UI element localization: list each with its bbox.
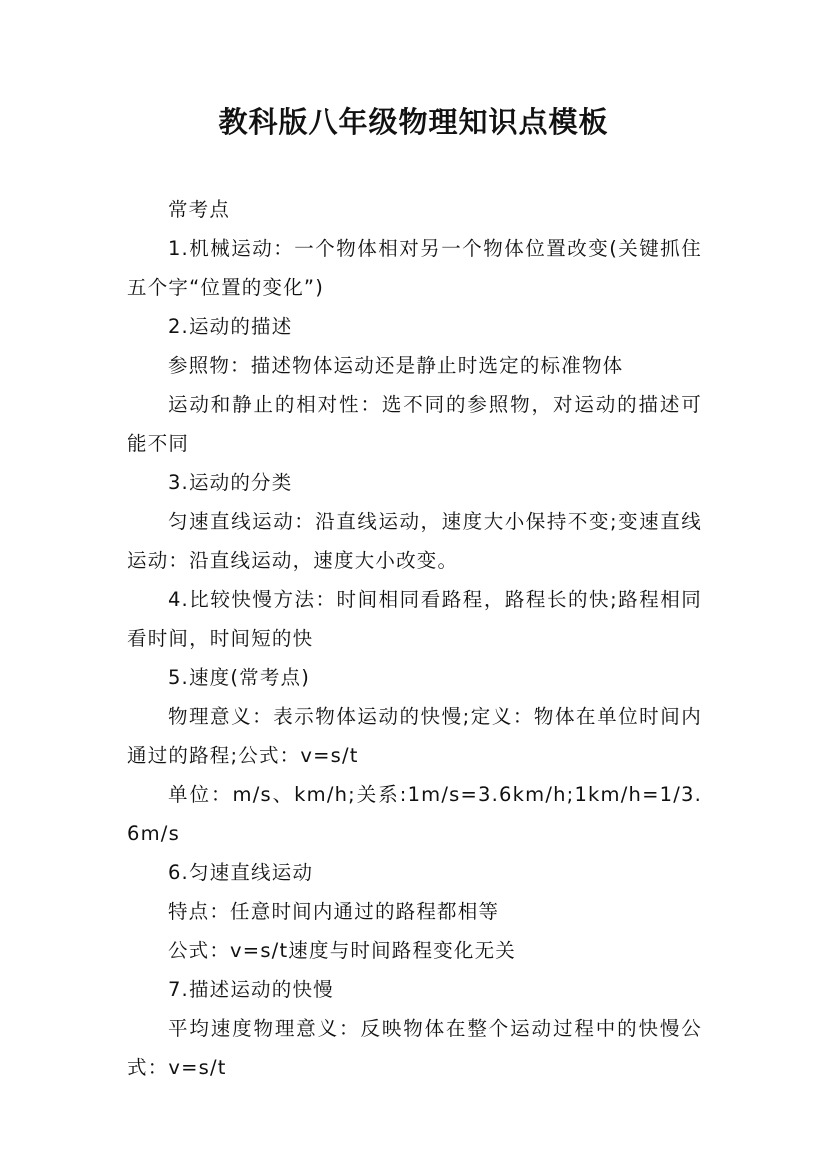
paragraph-heading-speed: 5.速度(常考点) (167, 666, 311, 689)
paragraph-heading-motion-description: 2.运动的描述 (167, 315, 293, 338)
paragraph-heading-common-points: 常考点 (167, 198, 231, 221)
paragraph-compare-speed: 4.比较快慢方法：时间相同看路程，路程长的快;路程相同看时间，时间短的快 (127, 588, 702, 650)
paragraph-reference-object: 参照物：描述物体运动还是静止时选定的标准物体 (167, 354, 624, 377)
document-body (127, 190, 702, 1087)
paragraph-heading-describe-speed: 7.描述运动的快慢 (167, 978, 334, 1001)
paragraph-heading-motion-types: 3.运动的分类 (167, 471, 293, 494)
paragraph-uniform-formula: 公式：v=s/t速度与时间路程变化无关 (167, 939, 516, 962)
paragraph-heading-uniform-motion: 6.匀速直线运动 (167, 861, 314, 884)
paragraph-speed-definition: 物理意义：表示物体运动的快慢;定义：物体在单位时间内通过的路程;公式：v=s/t (127, 705, 702, 767)
paragraph-uniform-variable-motion: 匀速直线运动：沿直线运动，速度大小保持不变;变速直线运动：沿直线运动，速度大小改变。 (127, 510, 702, 572)
paragraph-uniform-features: 特点：任意时间内通过的路程都相等 (167, 900, 500, 923)
paragraph-speed-units: 单位：m/s、km/h;关系:1m/s=3.6km/h;1km/h=1/3.6m/s (127, 783, 702, 845)
paragraph-relativity: 运动和静止的相对性：选不同的参照物，对运动的描述可能不同 (127, 393, 702, 455)
paragraph-mechanical-motion: 1.机械运动：一个物体相对另一个物体位置改变(关键抓住五个字“位置的变化”) (127, 237, 702, 299)
paragraph-average-speed: 平均速度物理意义：反映物体在整个运动过程中的快慢公式：v=s/t (127, 1017, 702, 1079)
document-title: 教科版八年级物理知识点模板 (218, 105, 609, 139)
